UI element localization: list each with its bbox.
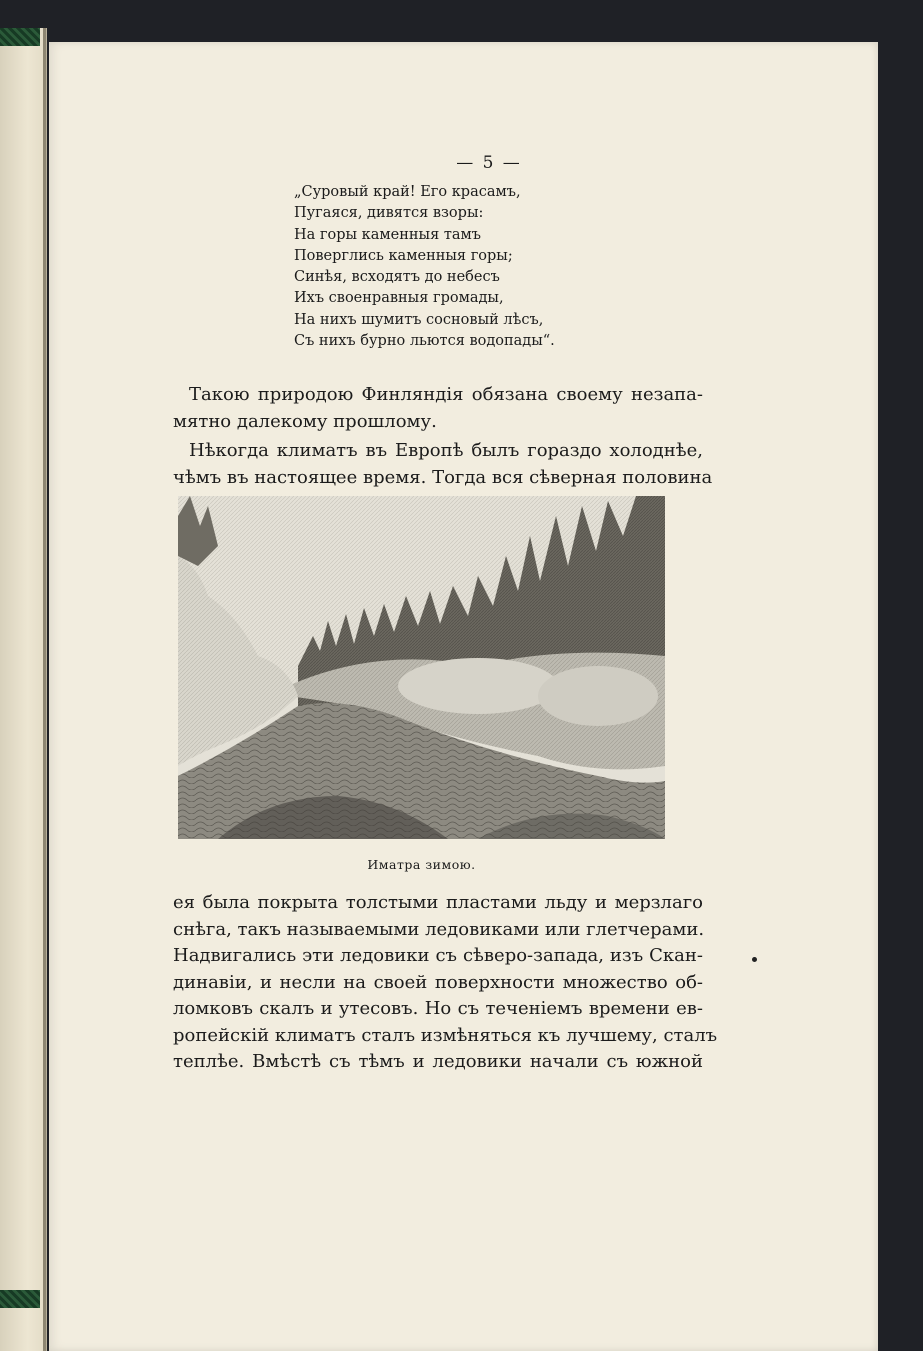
text-line: ломковъ скалъ и утесовъ. Но съ теченіемъ времени ев- [173,998,703,1019]
illustration-imatra-winter [178,496,665,839]
text-line: теплѣе. Вмѣстѣ съ тѣмъ и ледовики начали съ южной [173,1051,703,1072]
text-line: ропейскій климатъ сталъ измѣняться къ лучшему, сталъ [173,1024,718,1046]
text-line: Такою природою Финляндія обязана своему незапа- [189,384,703,405]
poem-line: Поверглись каменныя горы; [294,247,513,264]
poem-line: Пугаяся, дивятся взоры: [294,205,484,222]
engraving-image [178,496,665,839]
text-line: чѣмъ въ настоящее время. Тогда вся сѣверная половина [173,466,713,488]
book-spine [43,28,46,1351]
paragraph-climate [173,438,713,491]
text-line: Надвигались эти ледовики съ сѣверо-запада, изъ Скан- [173,945,703,966]
text-line: ея была покрыта толстыми пластами льду и мерзлаго [173,892,703,913]
text-line: динавіи, и несли на своей поверхности множество об- [173,971,703,993]
binding-ribbon-top [0,28,40,46]
poem-line: На нихъ шумитъ сосновый лѣсъ, [294,311,544,328]
poem-line: Синѣя, всходятъ до небесъ [294,269,500,286]
ink-spot [752,957,757,962]
paragraph-finland-nature [173,382,703,435]
text-line: мятно далекому прошлому. [173,410,437,432]
text-line: снѣга, такъ называемыми ледовиками или глетчерами. [173,918,705,940]
poem-line: Ихъ своенравныя громады, [294,290,504,307]
figure-caption: Иматра зимою. [367,857,476,872]
binding-ribbon-bottom [0,1290,40,1308]
poem-stanza [294,182,714,352]
poem-line: На горы каменныя тамъ [294,226,482,243]
left-page-edge [0,28,47,1351]
book-page [49,42,878,1351]
page-number: — 5 — [456,153,522,173]
text-line: Нѣкогда климатъ въ Европѣ былъ гораздо холоднѣе, [189,440,703,461]
poem-line: „Суровый край! Его красамъ, [294,184,521,200]
poem-line: Съ нихъ бурно льются водопады“. [294,333,555,350]
paragraph-glaciers [173,890,718,1076]
